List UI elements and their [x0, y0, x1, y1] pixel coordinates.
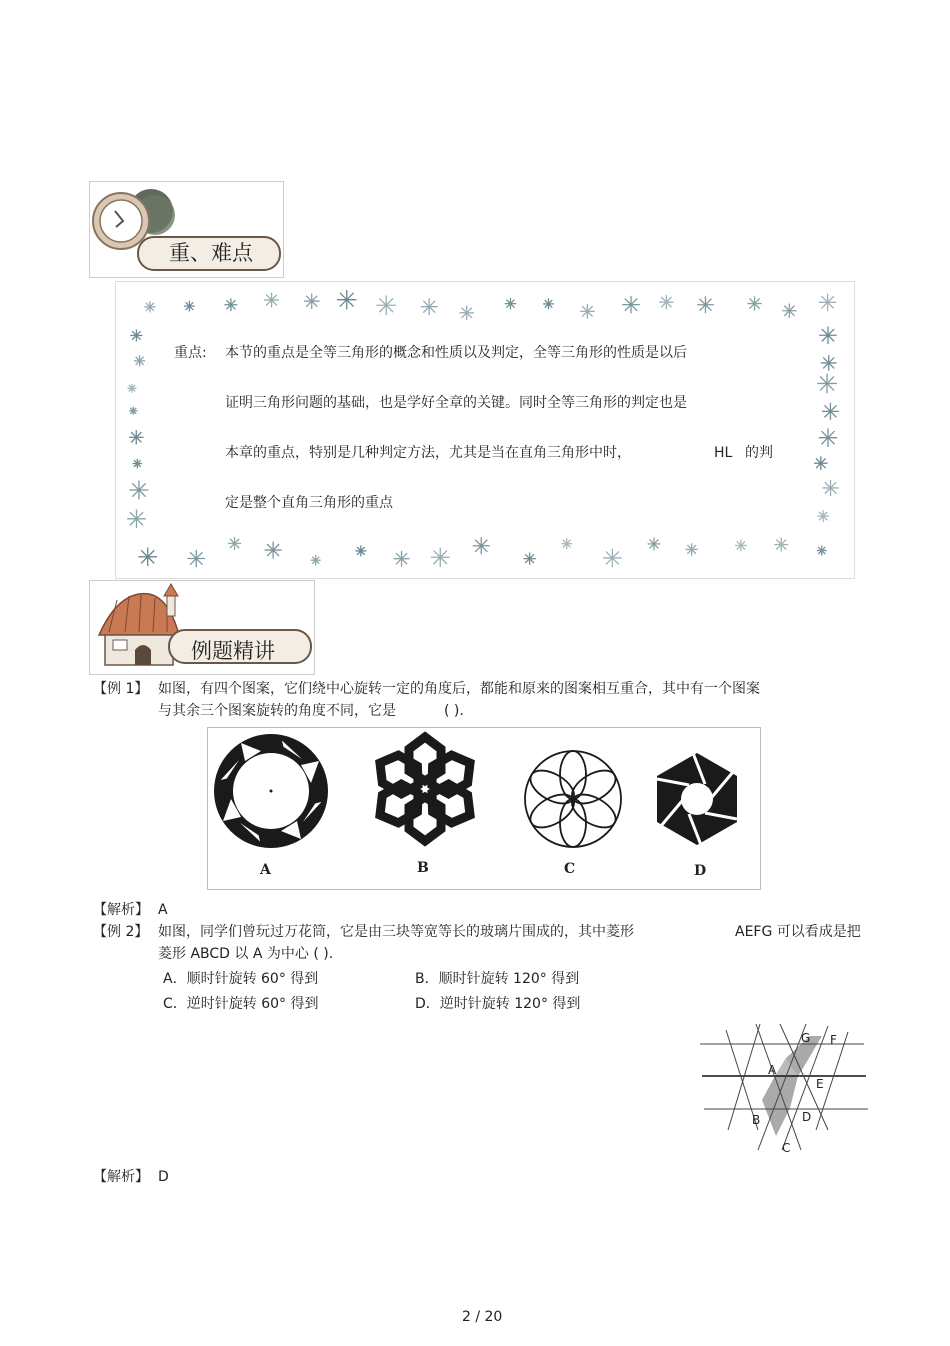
key-points-line-2: 证明三角形问题的基础，也是学好全章的关键。同时全等三角形的判定也是 [225, 395, 687, 411]
snowflake-icon [697, 296, 714, 313]
snowflake-icon [127, 509, 146, 528]
snowflake-icon [505, 298, 517, 310]
snowflake-icon [819, 428, 838, 447]
example-2-question-line-1: 如图，同学们曾玩过万花筒，它是由三块等宽等长的玻璃片围成的，其中菱形 [158, 924, 634, 940]
snowflake-icon [130, 481, 149, 500]
label-f: F [830, 1033, 837, 1047]
option-d: D．逆时针旋转 120° 得到 [415, 996, 581, 1012]
snowflake-icon [129, 430, 143, 444]
example-1-answer-blank: ( ). [444, 703, 464, 719]
example-2-solution-tag: 【解析】 [93, 1169, 149, 1185]
example-1-figure [207, 727, 761, 890]
example-2-question-line-2: 菱形 ABCD 以 A 为中心 ( ). [158, 946, 334, 962]
snowflake-icon [311, 555, 321, 565]
key-points-hl-tail: 的判 [745, 445, 773, 461]
label-a: A [768, 1063, 777, 1077]
snowflake-icon [659, 295, 674, 310]
label-g: G [801, 1031, 811, 1045]
section-title: 重、难点 [169, 241, 253, 265]
caption-c: C [564, 861, 576, 877]
snowflake-icon [821, 355, 837, 371]
key-points-line-4: 定是整个直角三角形的重点 [225, 495, 393, 511]
snowflake-icon [523, 553, 535, 565]
snowflake-icon [421, 298, 438, 315]
snowflake-icon [265, 542, 282, 559]
snowflake-icon [747, 296, 761, 310]
snowflake-icon [134, 355, 145, 366]
snowflake-icon [819, 294, 836, 311]
snowflake-icon [814, 456, 828, 470]
snowflake-icon [774, 538, 788, 552]
snowflake-icon [473, 537, 490, 554]
snowflake-icon [127, 384, 136, 393]
example-2-question-line-1b: AEFG 可以看成是把 [735, 924, 861, 940]
snowflake-icon [819, 326, 836, 343]
snowflake-icon [394, 551, 410, 567]
snowflake-icon [228, 537, 241, 550]
label-d: D [802, 1110, 812, 1124]
caption-a: A [260, 862, 271, 878]
kaleidoscope-figure [698, 1018, 872, 1158]
snowflake-icon [580, 304, 595, 319]
snowflake-icon [561, 538, 572, 549]
snowflake-icon [138, 548, 157, 567]
snowflake-icon [822, 403, 839, 420]
snowflake-icon [133, 459, 142, 468]
snowflake-icon [130, 329, 142, 341]
snowflake-icon [543, 299, 554, 310]
snowflake-icon [735, 540, 747, 552]
section-title: 例题精讲 [191, 639, 275, 663]
label-e: E [816, 1077, 824, 1091]
example-2-tag: 【例 2】 [93, 924, 149, 940]
snowflake-icon [622, 296, 640, 314]
snowflake-icon [822, 480, 838, 496]
page-number: 2 / 20 [462, 1309, 503, 1325]
snowflake-icon [188, 550, 205, 567]
snowflake-icon [603, 549, 621, 567]
banner-key-points [89, 181, 284, 278]
pattern-a-arrow-ring-icon [214, 734, 328, 848]
snowflake-icon [304, 293, 320, 309]
label-c: C [782, 1141, 791, 1155]
snowflake-icon [817, 510, 829, 522]
snowflake-icon [184, 301, 195, 312]
key-points-hl: HL [714, 445, 733, 461]
snowflake-icon [782, 303, 797, 318]
option-b: B．顺时针旋转 120° 得到 [415, 971, 580, 987]
snowflake-border [115, 281, 855, 579]
snowflake-icon [129, 407, 137, 415]
label-b: B [752, 1113, 761, 1127]
example-1-solution: A [158, 902, 168, 918]
banner-examples [89, 580, 315, 675]
key-points-box [115, 281, 855, 579]
snowflake-icon [144, 301, 155, 312]
example-1-tag: 【例 1】 [93, 681, 149, 697]
snowflake-icon [459, 306, 473, 320]
snowflake-icon [817, 545, 827, 555]
snowflake-icon [431, 548, 450, 567]
key-points-line-1: 本节的重点是全等三角形的概念和性质以及判定，全等三角形的性质是以后 [225, 345, 687, 361]
snowflake-icon [376, 295, 396, 315]
option-a: A．顺时针旋转 60° 得到 [163, 971, 319, 987]
snowflake-icon [817, 374, 837, 394]
snowflake-icon [264, 293, 279, 308]
snowflake-icon [648, 538, 661, 551]
snowflake-icon [685, 543, 697, 555]
key-points-line-3: 本章的重点，特别是几种判定方法，尤其是当在直角三角形中时， [225, 445, 631, 461]
caption-d: D [694, 863, 707, 879]
example-1-question-line-1: 如图，有四个图案，它们绕中心旋转一定的角度后，都能和原来的图案相互重合，其中有一个图案 [158, 681, 760, 697]
example-2-solution: D [158, 1169, 169, 1185]
example-1-question-line-2: 与其余三个图案旋转的角度不同，它是 [158, 703, 396, 719]
snowflake-icon [224, 298, 237, 311]
caption-b: B [417, 860, 429, 876]
example-1-solution-tag: 【解析】 [93, 902, 149, 918]
snowflake-icon [337, 290, 356, 309]
snowflake-icon [355, 545, 366, 556]
key-points-label: 重点: [174, 345, 207, 361]
option-c: C．逆时针旋转 60° 得到 [163, 996, 319, 1012]
